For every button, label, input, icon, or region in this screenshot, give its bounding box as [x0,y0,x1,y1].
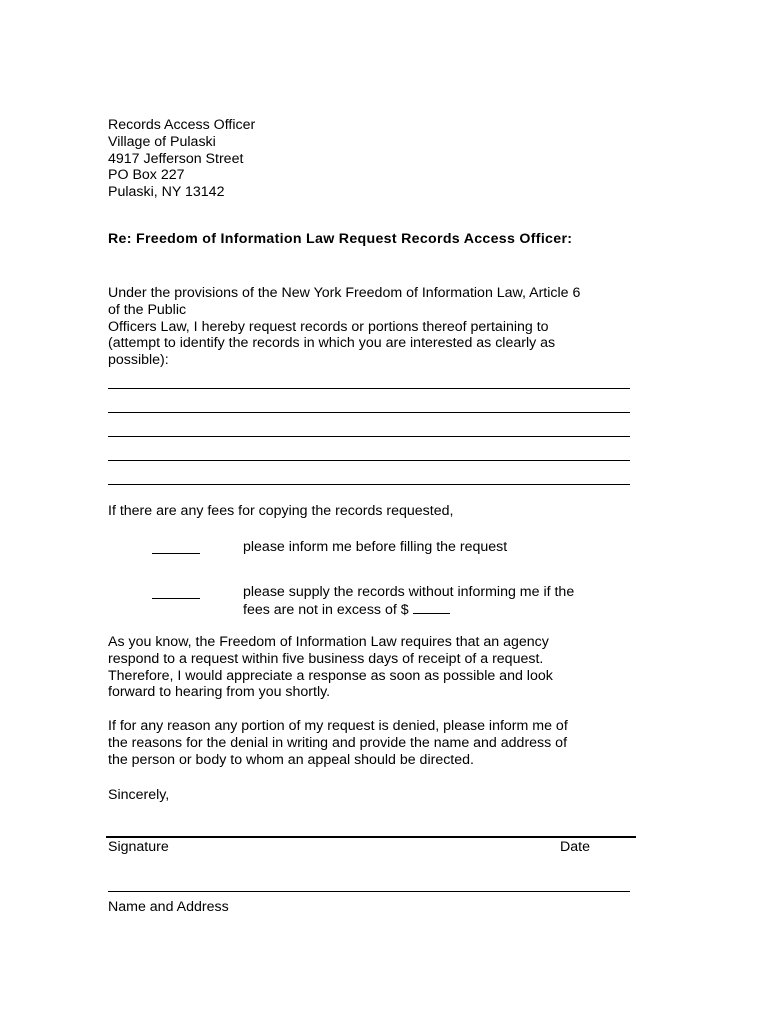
records-description-line-2[interactable] [108,412,630,413]
fee-option-supply-line [243,601,623,619]
fee-option-inform-blank[interactable] [152,553,200,554]
intro-line: (attempt to identify the records in which you are interested as clearly as [108,335,556,352]
denial-line: If for any reason any portion of my request is denied, please inform me of [108,718,568,734]
recipient-organization: Village of Pulaski [108,133,216,150]
recipient-address [108,117,633,201]
intro-line: Officers Law, I hereby request records or portions thereof pertaining to [108,318,549,335]
recipient-street: 4917 Jefferson Street [108,150,244,167]
signature-line[interactable] [106,836,636,838]
subject-line: Re: Freedom of Information Law Request Records Access Officer: [108,231,573,247]
fee-limit-label: fees are not in excess of $ [243,601,409,618]
records-description-line-5[interactable] [108,484,630,485]
denial-paragraph [108,718,633,768]
intro-line: possible): [108,352,169,369]
response-paragraph [108,634,633,701]
denial-line: the reasons for the denial in writing and provide the name and address of [108,734,568,751]
intro-line: Under the provisions of the New York Freedom of Information Law, Article 6 [108,285,581,301]
fee-option-supply-line: please supply the records without informing me if the [243,584,575,600]
records-description-line-3[interactable] [108,436,630,437]
response-line: As you know, the Freedom of Information Law requires that an agency [108,634,549,650]
recipient-po-box: PO Box 227 [108,167,185,184]
records-description-line-1[interactable] [108,388,630,389]
recipient-city-state-zip: Pulaski, NY 13142 [108,184,225,201]
intro-line: of the Public [108,301,187,318]
fee-option-supply-text [243,584,623,619]
response-line: forward to hearing from you shortly. [108,684,331,701]
response-line: respond to a request within five business days of receipt of a request. [108,650,544,667]
name-address-line[interactable] [108,891,630,892]
closing: Sincerely, [108,787,170,803]
denial-line: the person or body to whom an appeal should be directed. [108,751,474,768]
fees-intro: If there are any fees for copying the records requested, [108,503,454,519]
records-description-line-4[interactable] [108,460,630,461]
date-label: Date [560,839,590,855]
fee-limit-amount-blank[interactable] [413,601,450,614]
recipient-title: Records Access Officer [108,117,256,133]
signature-label: Signature [108,839,169,855]
fee-option-supply-blank[interactable] [152,598,200,599]
name-address-label: Name and Address [108,899,229,915]
fee-option-inform-text: please inform me before filling the request [243,539,508,555]
response-line: Therefore, I would appreciate a response as soon as possible and look [108,667,553,684]
intro-paragraph [108,285,633,369]
